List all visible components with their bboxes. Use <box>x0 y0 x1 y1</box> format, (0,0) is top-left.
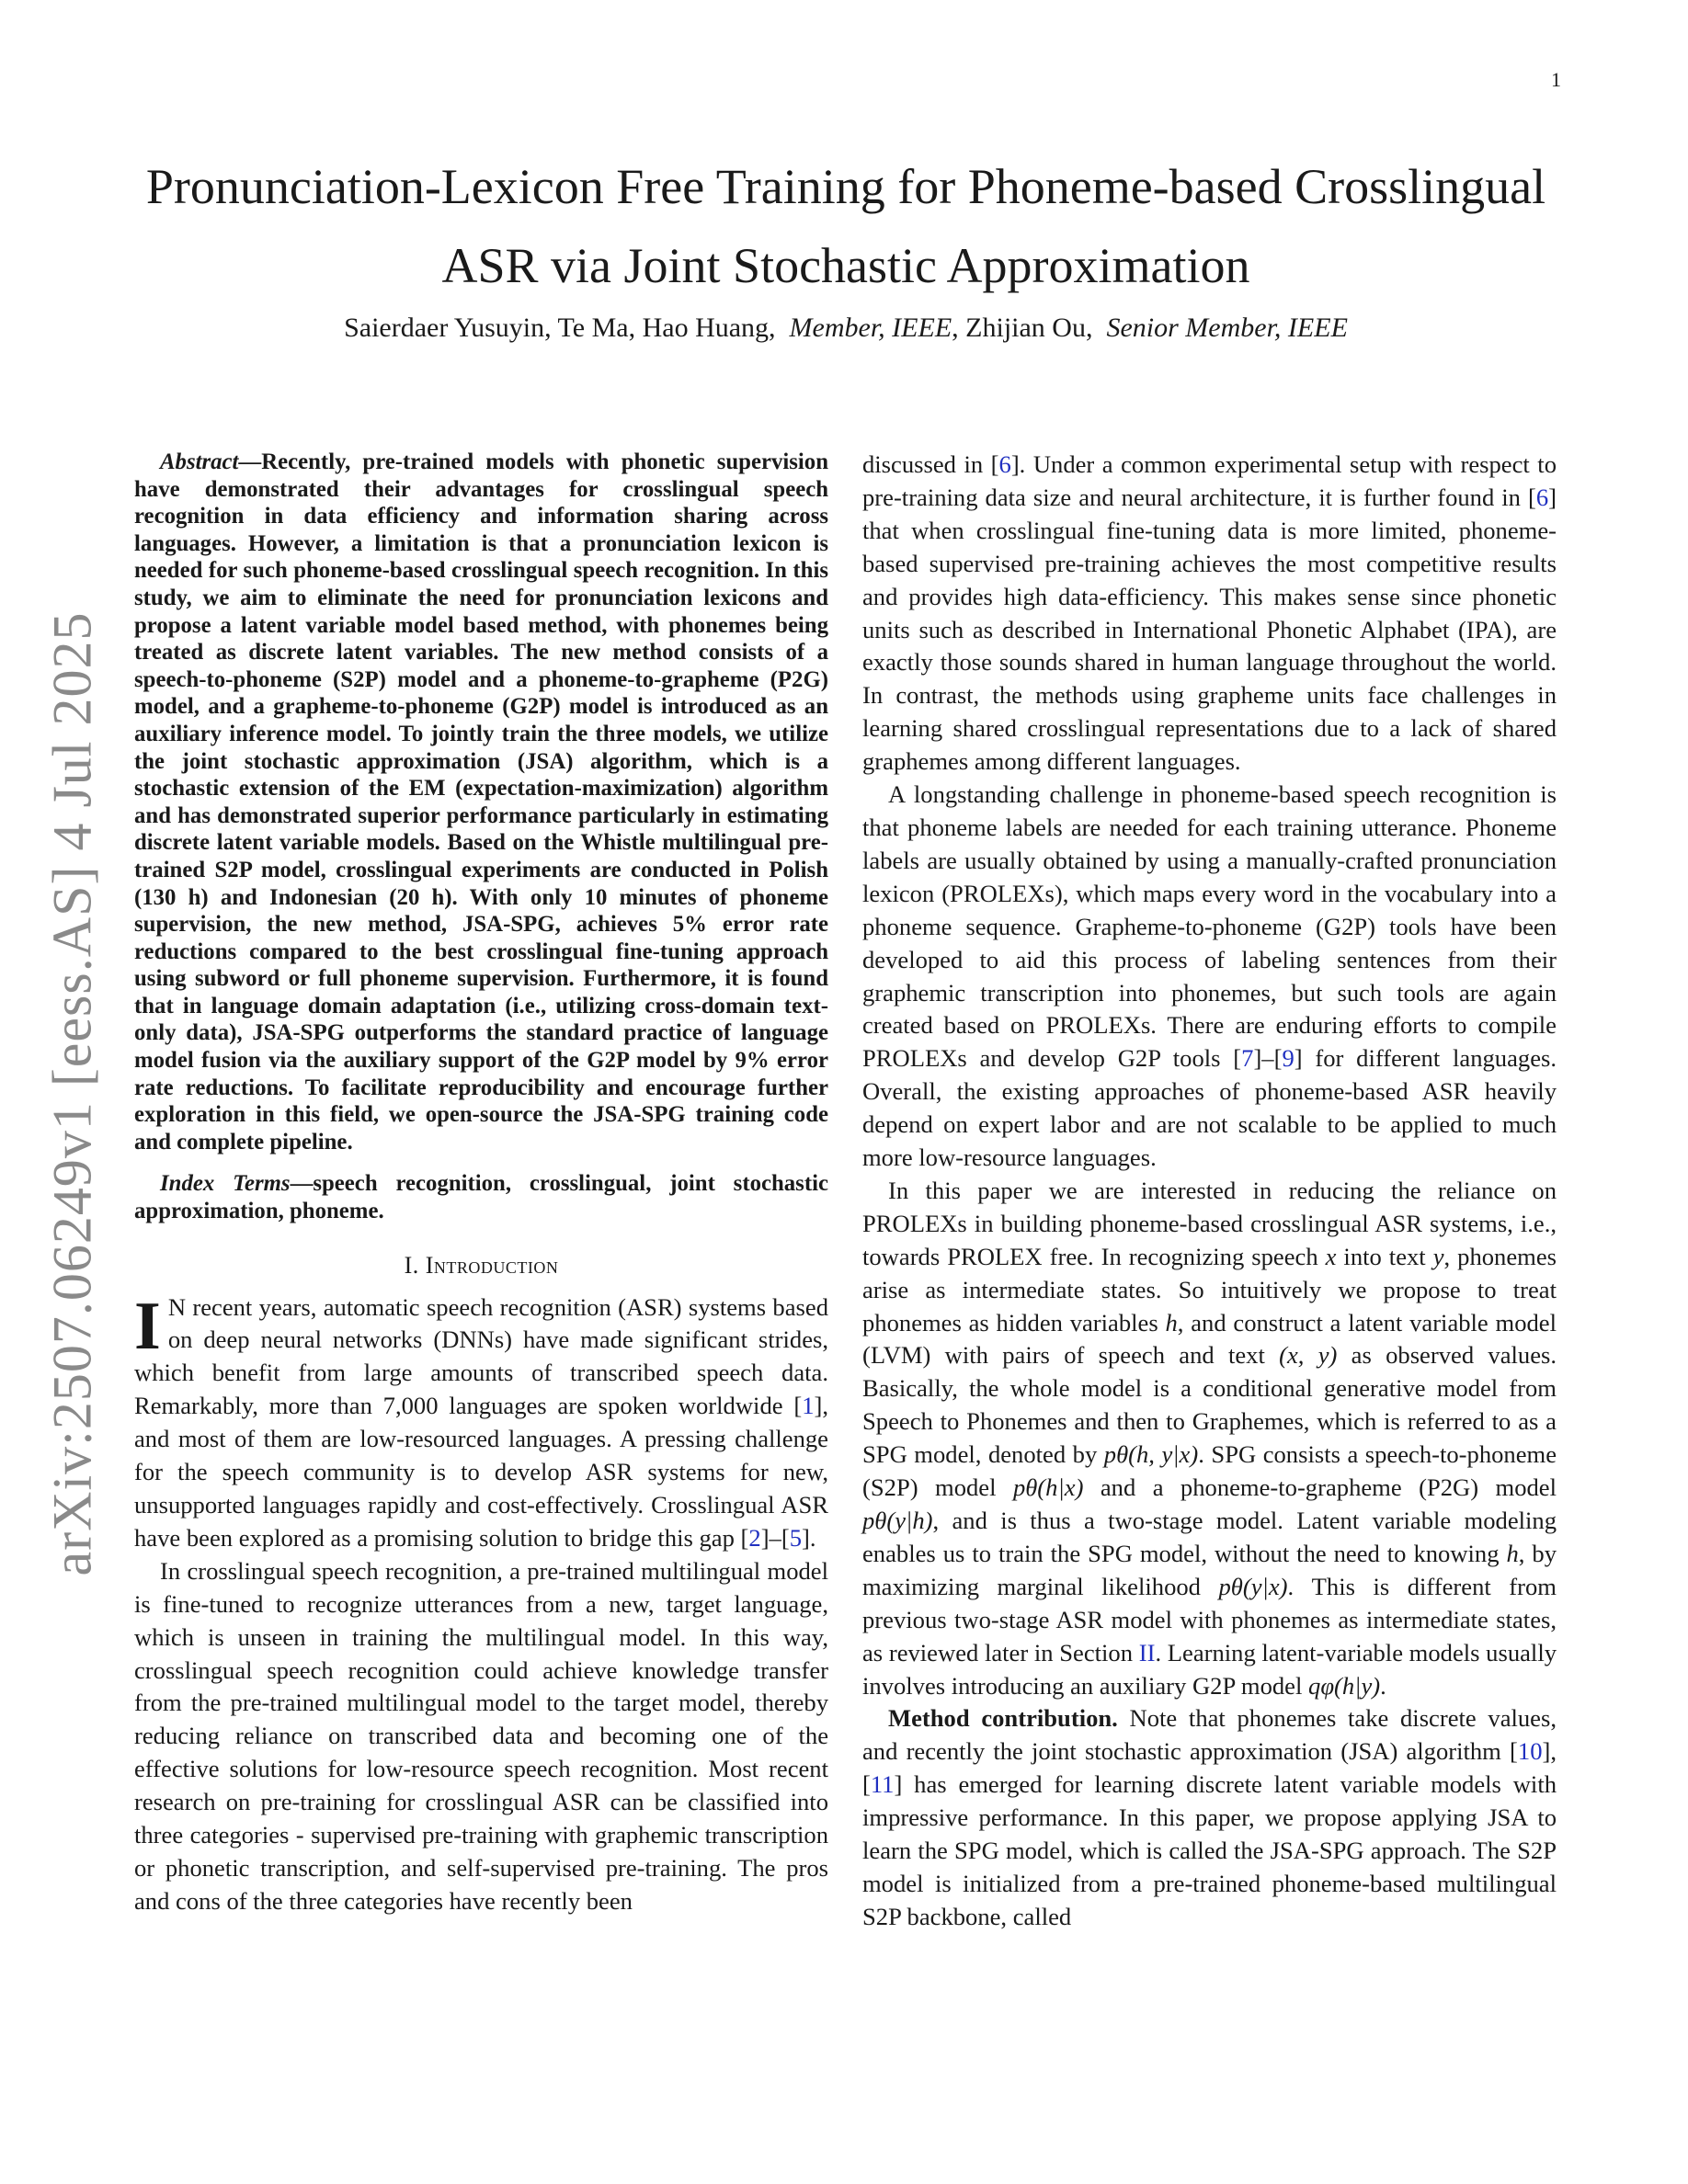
citation-link[interactable]: 10 <box>1517 1737 1543 1766</box>
math-x: x <box>1325 1242 1337 1270</box>
math-p2g: pθ(y|h) <box>862 1507 933 1534</box>
author-role-2: Senior Member, IEEE <box>1106 313 1348 343</box>
page-number: 1 <box>1551 68 1561 91</box>
title-line-1: Pronunciation-Lexicon Free Training for Phoneme-based Crosslingual <box>145 159 1546 214</box>
math-s2p: pθ(h|x) <box>1012 1473 1084 1502</box>
section-title: Introduction <box>425 1251 559 1279</box>
abstract-text: Recently, pre-trained models with phonetic supervision have demonstrated their advantages for crosslingual speech recognition in data efficiency and information sharing across languages. However, a limitation is that a pronunciation lexicon is needed for such phoneme-based crosslingual speech recognition. In this study, we aim to eliminate the need for pronunciation lexicons and propose a latent variable model based method, with phonemes being treated as discrete latent variables. The new method consists of a speech-to-phoneme (S2P) model and a phoneme-to-grapheme (P2G) model, and a grapheme-to-phoneme (G2P) model is introduced as an auxiliary inference model. To jointly train the three models, we utilize the joint stochastic approximation (JSA) algorithm, which is a stochastic extension of the EM (expectation-maximization) algorithm and has demonstrated superior performance particularly in estimating discrete latent variable models. Based on the Whistle multilingual pre-trained S2P model, crosslingual experiments are conducted in Polish (130 h) and Indonesian (20 h). With only 10 minutes of phoneme supervision, the new method, JSA-SPG, achieves 5% error rate reductions compared to the best crosslingual fine-tuning approach using subword or full phoneme supervision. Furthermore, it is found that in language domain adaptation (i.e., utilizing cross-domain text-only data), JSA-SPG outperforms the standard practice of language model fusion via the auxiliary support of the G2P model by 9% error rate reductions. To facilitate reproducibility and encourage further exploration in this field, we open-source the JSA-SPG training code and complete pipeline. <box>134 449 828 1155</box>
right-paragraph-1: discussed in [6]. Under a common experimental setup with respect to pre-training data size and neural architecture, it is further found in [6] that when crosslingual fine-tuning data is more limited, phoneme-based supervised pre-training achieves the most competitive results and provides high data-efficiency. This makes sense since phonetic units such as described in International Phonetic Alphabet (IPA), are exactly those sounds shared in human language throughout the world. In contrast, the methods using grapheme units face challenges in learning shared crosslingual representations due to a lack of shared graphemes among different languages. <box>862 450 1557 776</box>
math-xy: (x, y) <box>1279 1341 1338 1370</box>
citation-link[interactable]: 9 <box>1282 1044 1295 1073</box>
authors-names-2: , Zhijian Ou, <box>952 313 1093 343</box>
abstract: Abstract—Recently, pre-trained models with phonetic supervision have demonstrated their advantages for crosslingual speech recognition in data efficiency and information sharing across languages. However, a limitation is that a pronunciation lexicon is needed for such phoneme-based crosslingual speech recognition. In this study, we aim to eliminate the need for pronunciation lexicons and propose a latent variable model based method, with phonemes being treated as discrete latent variables. The new method consists of a speech-to-phoneme (S2P) model and a phoneme-to-grapheme (P2G) model, and a grapheme-to-phoneme (G2P) model is introduced as an auxiliary inference model. To jointly train the three models, we utilize the joint stochastic approximation (JSA) algorithm, which is a stochastic extension of the EM (expectation-maximization) algorithm and has demonstrated superior performance particularly in estimating discrete latent variable models. Based on the Whistle multilingual pre-trained S2P model, crosslingual experiments are conducted in Polish (130 h) and Indonesian (20 h). With only 10 minutes of phoneme supervision, the new method, JSA-SPG, achieves 5% error rate reductions compared to the best crosslingual fine-tuning approach using subword or full phoneme supervision. Furthermore, it is found that in language domain adaptation (i.e., utilizing cross-domain text-only data), JSA-SPG outperforms the standard practice of language model fusion via the auxiliary support of the G2P model by 9% error rate reductions. To facilitate reproducibility and encourage further exploration in this field, we open-source the JSA-SPG training code and complete pipeline. <box>134 449 828 1155</box>
citation-link[interactable]: 5 <box>789 1523 802 1552</box>
math-marginal: pθ(y|x) <box>1218 1572 1288 1600</box>
index-terms-label: Index Terms <box>160 1171 291 1197</box>
citation-link[interactable]: 1 <box>802 1392 815 1420</box>
section-heading-introduction <box>134 1249 828 1282</box>
authors-names-1: Saierdaer Yusuyin, Te Ma, Hao Huang, <box>344 313 776 343</box>
right-column <box>862 449 1557 1934</box>
left-column <box>134 449 828 1918</box>
math-h: h <box>1165 1308 1178 1337</box>
paper-title <box>129 147 1563 305</box>
arxiv-identifier <box>31 607 114 1581</box>
math-h: h <box>1506 1539 1519 1567</box>
abstract-label: Abstract <box>160 449 239 474</box>
index-terms-text: speech recognition, crosslingual, joint stochastic approximation, phoneme. <box>134 1171 828 1224</box>
arxiv-identifier-text: arXiv:2507.06249v1 [eess.AS] 4 Jul 2025 <box>41 611 103 1576</box>
author-role-1: Member, IEEE <box>789 313 952 343</box>
math-spg: pθ(h, y|x) <box>1103 1440 1199 1469</box>
title-line-2: ASR via Joint Stochastic Approximation <box>441 238 1250 293</box>
citation-link[interactable]: 7 <box>1241 1044 1254 1073</box>
section-link[interactable]: II <box>1138 1638 1156 1666</box>
intro-paragraph-2: In crosslingual speech recognition, a pre-trained multilingual model is fine-tuned to recognize utterances from a new, target language, which is unseen in training the multilingual model. In this way, crosslingual speech recognition could achieve knowledge transfer from the pre-trained multilingual model to the target model, thereby reducing reliance on transcribed data and becoming one of the effective solutions for low-resource speech recognition. Most recent research on pre-training for crosslingual ASR can be classified into three categories - supervised pre-training with graphemic transcription or phonetic transcription, and self-supervised pre-training. The pros and cons of the three categories have recently been <box>134 1556 828 1915</box>
author-list <box>129 313 1563 344</box>
right-paragraph-4: Method contribution. Note that phonemes take discrete values, and recently the joint stochastic approximation (JSA) algorithm [10], [11] has emerged for learning discrete latent variable models with impressive performance. In this paper, we propose applying JSA to learn the SPG model, which is called the JSA-SPG approach. The S2P model is initialized from a pre-trained phoneme-based multilingual S2P backbone, called <box>862 1704 1557 1930</box>
math-g2p: qφ(h|y) <box>1308 1671 1381 1700</box>
right-paragraph-3: In this paper we are interested in reducing the reliance on PROLEXs in building phoneme-based crosslingual ASR systems, i.e., towards PROLEX free. In recognizing speech x into text y, phonemes arise as intermediate states. So intuitively we propose to treat phonemes as hidden variables h, and construct a latent variable model (LVM) with pairs of speech and text (x, y) as observed values. Basically, the whole model is a conditional generative model from Speech to Phonemes and then to Graphemes, which is referred to as a SPG model, denoted by pθ(h, y|x). SPG consists a speech-to-phoneme (S2P) model pθ(h|x) and a phoneme-to-grapheme (P2G) model pθ(y|h), and is thus a two-stage model. Latent variable modeling enables us to train the SPG model, without the need to knowing h, by maximizing marginal likelihood pθ(y|x). This is different from previous two-stage ASR model with phonemes as intermediate states, as reviewed later in Section II. Learning latent-variable models usually involves introducing an auxiliary G2P model qφ(h|y). <box>862 1176 1557 1700</box>
citation-link[interactable]: 2 <box>748 1523 761 1552</box>
intro-paragraph-1: I N recent years, automatic speech recognition (ASR) systems based on deep neural networks (DNNs) have made significant strides, which benefit from large amounts of transcribed speech data. Remarkably, more than 7,000 languages are spoken worldwide [1], and most of them are low-resourced languages. A pressing challenge for the speech community is to develop ASR systems for new, unsupported languages rapidly and cost-effectively. Crosslingual ASR have been explored as a promising solution to bridge this gap [2]–[5]. <box>134 1288 828 1552</box>
citation-link[interactable]: 11 <box>870 1770 895 1799</box>
method-contribution-heading: Method contribution. <box>888 1704 1118 1733</box>
math-y: y <box>1432 1242 1444 1270</box>
right-paragraph-2: A longstanding challenge in phoneme-based speech recognition is that phoneme labels are needed for each training utterance. Phoneme labels are usually obtained by using a manually-crafted pronunciation lexicon (PROLEXs), which maps every word in the vocabulary into a phoneme sequence. Grapheme-to-phoneme (G2P) tools have been developed to aid this process of labeling sentences from their graphemic transcription into phonemes, but such tools are again created based on PROLEXs. There are enduring efforts to compile PROLEXs and develop G2P tools [7]–[9] for different languages. Overall, the existing approaches of phoneme-based ASR heavily depend on expert labor and are not scalable to be applied to much more low-resource languages. <box>862 780 1557 1172</box>
citation-link[interactable]: 6 <box>1535 483 1549 511</box>
section-numeral: I. <box>404 1251 419 1279</box>
drop-cap: I <box>134 1288 161 1364</box>
index-terms: Index Terms—speech recognition, crosslingual, joint stochastic approximation, phoneme. <box>134 1171 828 1224</box>
citation-link[interactable]: 6 <box>998 450 1011 478</box>
